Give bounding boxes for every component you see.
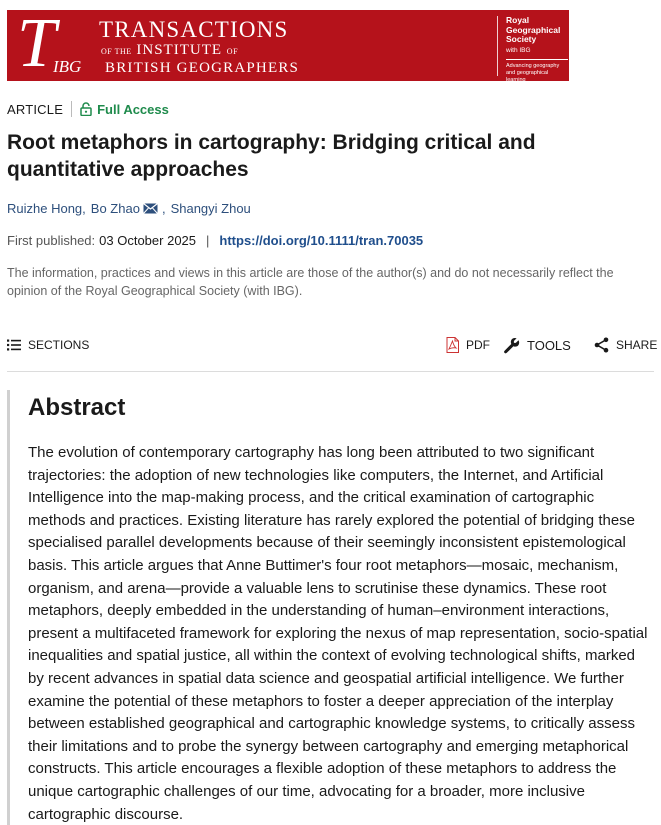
author-link[interactable]: Ruizhe Hong <box>7 201 83 216</box>
wrench-icon <box>503 337 520 354</box>
journal-banner[interactable] <box>7 10 569 81</box>
share-icon <box>594 337 609 353</box>
article-type: ARTICLE <box>7 101 64 117</box>
banner-divider <box>497 16 498 76</box>
share-button[interactable] <box>594 336 657 354</box>
divider <box>7 371 654 372</box>
divider <box>71 101 72 117</box>
share-label: SHARE <box>616 338 658 352</box>
svg-text:T: T <box>17 10 56 81</box>
envelope-icon[interactable] <box>143 203 158 214</box>
pdf-button[interactable] <box>446 336 490 354</box>
sections-button[interactable] <box>7 336 89 354</box>
author-link[interactable]: Bo Zhao <box>90 201 140 216</box>
journal-name <box>99 18 299 77</box>
journal-name-line1: TRANSACTIONS <box>99 17 289 42</box>
ibg-logo <box>13 10 95 81</box>
doi-link[interactable]: https://doi.org/10.1111/tran.70035 <box>219 233 424 248</box>
rgs-logo: Royal Geographical Society with IBG Advancing geography and geographical learning <box>506 16 569 81</box>
abstract-text: The evolution of contemporary cartography has long been attributed to two significant trajectories: the adoption of new technologies like computers, the Internet, and Artificial Intelligence into the map-making process, and the critical examination of cartographic methods and practices. Existing literature has rarely explored the potential of bridging these specialised parallel developments because of their seemingly inconsistent epistemological basis. This article argues that Anne Buttimer's four root metaphors—mosaic, mechanism, organism, and arena—provide a valuable lens to scrutinise these dynamics. These root metaphors, deeply embedded in the understanding of human–environment interactions, present a multifaceted framework for exploring the nexus of map representation, socio-spatial inequalities and spatial justice, all within the context of evolving technological shifts, marked by recent advances in spatial data science and geospatial artificial intelligence. We further examine the potential of these metaphors to foster a deeper appreciation of the interplay between established geographical and cartographic knowledge systems, to critically assess their limitations and to probe the synergy between cartography and emerging metaphorical constructs. This article encourages a flexible adoption of these metaphors to address the unique cartographic challenges of our time, advocating for a broader, more inclusive cartographic discourse. <box>28 444 648 823</box>
svg-text:IBG: IBG <box>53 57 82 76</box>
tools-label: TOOLS <box>527 337 571 353</box>
article-title: Root metaphors in cartography: Bridging critical and quantitative approaches <box>7 131 536 181</box>
first-published-date: 03 October 2025 <box>99 233 197 248</box>
author-link[interactable]: Shangyi Zhou <box>170 201 251 216</box>
abstract-accent-bar <box>7 390 10 825</box>
article-meta-row <box>7 101 169 117</box>
disclaimer: The information, practices and views in this article are those of the author(s) and do not necessarily reflect the opinion of the Royal Geographical Society (with IBG). <box>7 266 614 298</box>
author-list: Ruizhe Hong , Bo Zhao , Shangyi Zhou <box>7 201 251 216</box>
divider: | <box>206 233 210 248</box>
tools-button[interactable] <box>503 336 571 354</box>
unlock-icon <box>80 102 92 116</box>
journal-name-line2: OF THE INSTITUTE OF <box>101 42 239 58</box>
journal-name-line3: BRITISH GEOGRAPHERS <box>105 60 300 76</box>
pdf-icon <box>446 337 459 353</box>
pdf-label: PDF <box>466 338 490 352</box>
access-badge: Full Access <box>97 101 169 117</box>
article-toolbar <box>7 336 658 354</box>
list-icon <box>7 339 21 351</box>
sections-label: SECTIONS <box>28 338 90 352</box>
publication-info <box>7 233 423 248</box>
abstract-heading: Abstract <box>28 394 126 421</box>
first-published-label: First published: <box>7 233 96 248</box>
